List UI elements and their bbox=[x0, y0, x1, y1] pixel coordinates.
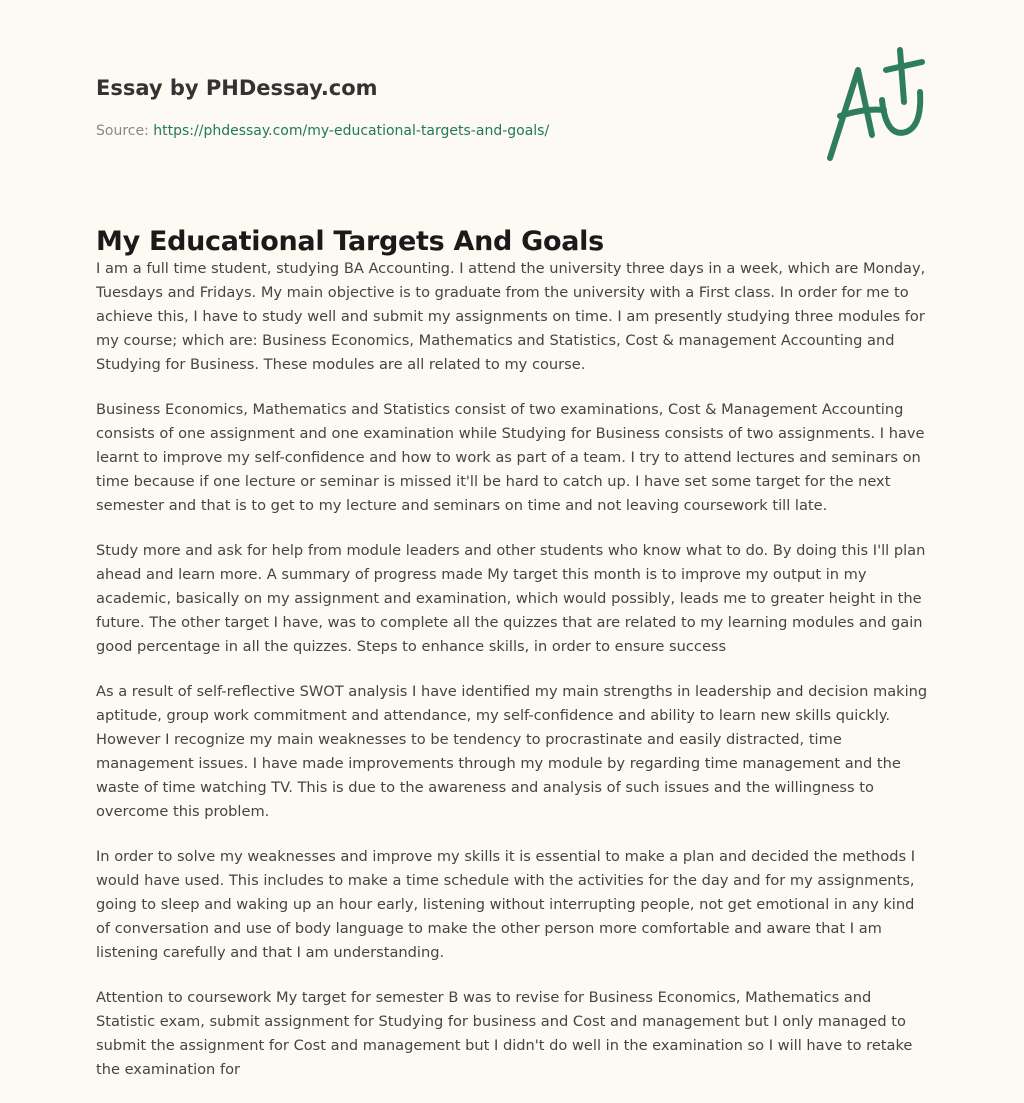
paragraph: I am a full time student, studying BA Accounting. I attend the university three days in a week, which are Monday, Tuesdays and Fridays. My main objective is to graduate from the university with a First class. In order for me to achieve this, I have to study well and submit my assignments on time. I am presently studying three modules for my course; which are: Business Economics, Mathematics and Statistics, Cost & management Accounting and Studying for Business. These modules are all related to my course. bbox=[96, 260, 926, 373]
article-title: My Educational Targets And Goals bbox=[96, 226, 604, 257]
source-link[interactable]: https://phdessay.com/my-educational-targets-and-goals/ bbox=[153, 123, 550, 139]
article-body bbox=[96, 257, 932, 1103]
a-plus-logo-icon bbox=[820, 40, 930, 165]
paragraph: Business Economics, Mathematics and Statistics consist of two examinations, Cost & Management Accounting consists of one assignment and one examination while Studying for Business consists of two assignments. I have learnt to improve my self-confidence and how to work as part of a team. I try to attend lectures and seminars on time because if one lecture or seminar is missed it'll be hard to catch up. I have set some target for the next semester and that is to get to my lecture and seminars on time and not leaving coursework till late. bbox=[96, 401, 925, 514]
paragraph: As a result of self-reflective SWOT analysis I have identified my main strengths in leadership and decision making aptitude, group work commitment and attendance, my self-confidence and ability to learn new skills quickly. However I recognize my main weaknesses to be tendency to procrastinate and easily distracted, time management issues. I have made improvements through my module by regarding time management and the waste of time watching TV. This is due to the awareness and analysis of such issues and the willingness to overcome this problem. bbox=[96, 683, 928, 820]
paragraph: Attention to coursework My target for semester B was to revise for Business Economics, Mathematics and Statistic exam, submit assignment for Studying for business and Cost and management but I only managed to submit the assignment for Cost and management but I didn't do well in the examination so I will have to retake the examination for bbox=[96, 989, 913, 1078]
paragraph: Study more and ask for help from module leaders and other students who know what to do. By doing this I'll plan ahead and learn more. A summary of progress made My target this month is to improve my output in my academic, basically on my assignment and examination, which would possibly, leads me to greater height in the future. The other target I have, was to complete all the quizzes that are related to my learning modules and gain good percentage in all the quizzes. Steps to enhance skills, in order to ensure success bbox=[96, 542, 926, 655]
paragraph: In order to solve my weaknesses and improve my skills it is essential to make a plan and decided the methods I would have used. This includes to make a time schedule with the activities for the day and for my assignments, going to sleep and waking up an hour early, listening without interrupting people, not get emotional in any kind of conversation and use of body language to make the other person more comfortable and aware that I am listening carefully and that I am understanding. bbox=[96, 848, 916, 961]
brand-title: Essay by PHDessay.com bbox=[96, 76, 378, 100]
source-line bbox=[96, 123, 549, 139]
source-label: Source: bbox=[96, 123, 149, 139]
